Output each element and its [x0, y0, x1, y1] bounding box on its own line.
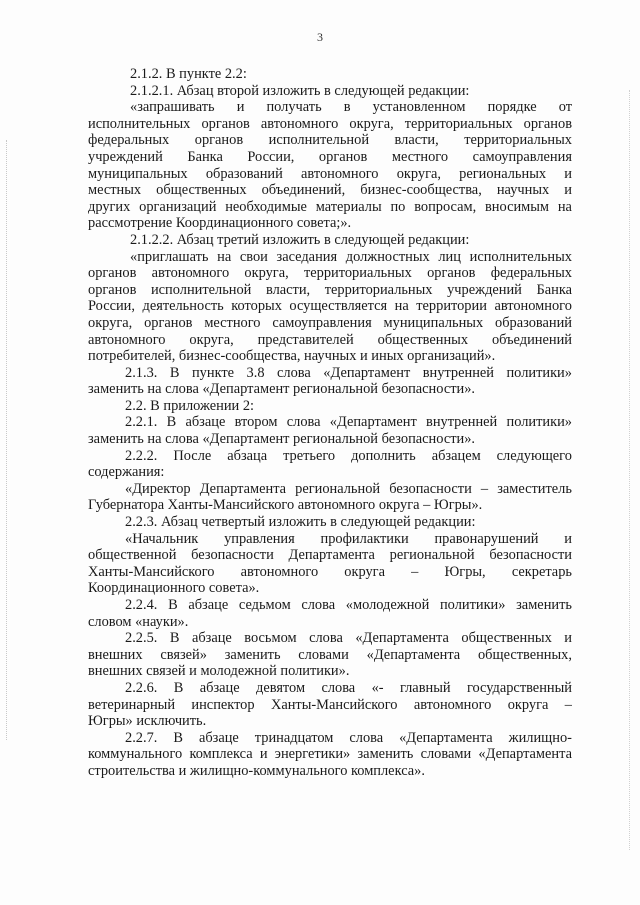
paragraph: [88, 365, 572, 398]
text-line: 2.1.2.1. Абзац второй изложить в следующей редакции:: [130, 82, 470, 99]
paragraph: [88, 83, 572, 100]
text-line: 2.1.3. В пункте 3.8 слова «Департамент внутренней политики»: [125, 364, 572, 381]
paragraph: [88, 680, 572, 730]
text-line: Ханты-Мансийского автономного округа – Югры, секретарь: [88, 563, 572, 580]
text-line: учреждений Банка России, органов местного самоуправления: [88, 148, 572, 165]
text-line: 2.2.5. В абзаце восьмом слова «Департамента общественных и: [125, 630, 572, 647]
text-line: 2.2.4. В абзаце седьмом слова «молодежной политики» заменить: [125, 597, 572, 613]
paragraph: [88, 730, 572, 780]
text-line: заменить на слова «Департамент региональной безопасности».: [88, 381, 475, 398]
page-number: 3: [317, 30, 323, 44]
scan-artifact: [6, 140, 9, 740]
text-line: словом «науки».: [88, 613, 189, 630]
text-line: 2.2.1. В абзаце втором слова «Департамент внутренней политики»: [125, 414, 572, 431]
paragraph: [88, 630, 572, 680]
text-line: внешних связей» заменить словами «Департамента общественных,: [88, 646, 572, 663]
text-line: 2.2.3. Абзац четвертый изложить в следующей редакции:: [125, 514, 476, 531]
document-body: [88, 66, 572, 780]
text-line: федеральных органов исполнительной власти, территориальных: [88, 132, 572, 149]
text-line: «Начальник управления профилактики правонарушений и: [125, 530, 572, 547]
paragraph: [88, 514, 572, 531]
text-line: рассмотрение Координационного совета;».: [88, 215, 352, 232]
paragraph: [88, 597, 572, 630]
scan-artifact: [629, 90, 632, 850]
text-line: содержания:: [88, 464, 165, 481]
text-line: автономного округа, представителей общественных объединений: [88, 331, 572, 348]
text-line: Губернатора Ханты-Мансийского автономного округа – Югры».: [88, 497, 483, 514]
text-line: потребителей, бизнес-сообщества, научных и иных организаций».: [88, 348, 496, 365]
text-line: органов исполнительной власти, территориальных учреждений Банка: [88, 281, 572, 298]
text-line: России, деятельность которых осуществляется на территории автономного: [88, 298, 572, 315]
text-line: местных общественных объединений, бизнес-сообщества, научных и: [88, 182, 572, 199]
text-line: общественной безопасности Департамента региональной безопасности: [88, 547, 572, 564]
text-line: внешних связей и молодежной политики».: [88, 663, 350, 680]
text-line: коммунального комплекса и энергетики» заменить словами «Департамента: [88, 746, 572, 763]
paragraph: [88, 414, 572, 447]
paragraph: [88, 99, 572, 232]
text-line: 2.1.2. В пункте 2.2:: [130, 66, 247, 82]
text-line: ветеринарный инспектор Ханты-Мансийского автономного округа –: [88, 696, 572, 713]
text-line: 2.2.2. После абзаца третьего дополнить абзацем следующего: [125, 447, 572, 464]
text-line: округа, органов местного самоуправления муниципальных образований: [88, 314, 572, 331]
text-line: исполнительных органов автономного округа, территориальных органов: [88, 115, 572, 132]
text-line: строительства и жилищно-коммунального комплекса».: [88, 762, 425, 779]
paragraph: [88, 398, 572, 415]
text-line: 2.2. В приложении 2:: [125, 397, 255, 414]
text-line: муниципальных образований автономного округа, региональных и: [88, 165, 572, 182]
text-line: 2.1.2.2. Абзац третий изложить в следующей редакции:: [130, 231, 470, 248]
paragraph: [88, 232, 572, 249]
text-line: органов автономного округа, территориальных органов федеральных: [88, 265, 572, 282]
paragraph: [88, 531, 572, 597]
text-line: 2.2.6. В абзаце девятом слова «- главный государственный: [125, 679, 572, 696]
text-line: «приглашать на свои заседания должностных лиц исполнительных: [130, 248, 572, 265]
text-line: «запрашивать и получать в установленном порядке от: [130, 99, 572, 116]
paragraph: [88, 249, 572, 365]
text-line: заменить на слова «Департамент региональной безопасности».: [88, 431, 475, 448]
text-line: Югры» исключить.: [88, 713, 207, 730]
paragraph: [88, 448, 572, 481]
text-line: 2.2.7. В абзаце тринадцатом слова «Департамента жилищно-: [125, 729, 572, 746]
text-line: «Директор Департамента региональной безопасности – заместитель: [125, 480, 572, 497]
text-line: других организаций необходимые материалы по вопросам, вносимым на: [88, 198, 572, 215]
paragraph: [88, 481, 572, 514]
text-line: Координационного совета».: [88, 580, 260, 597]
paragraph: [88, 66, 572, 83]
